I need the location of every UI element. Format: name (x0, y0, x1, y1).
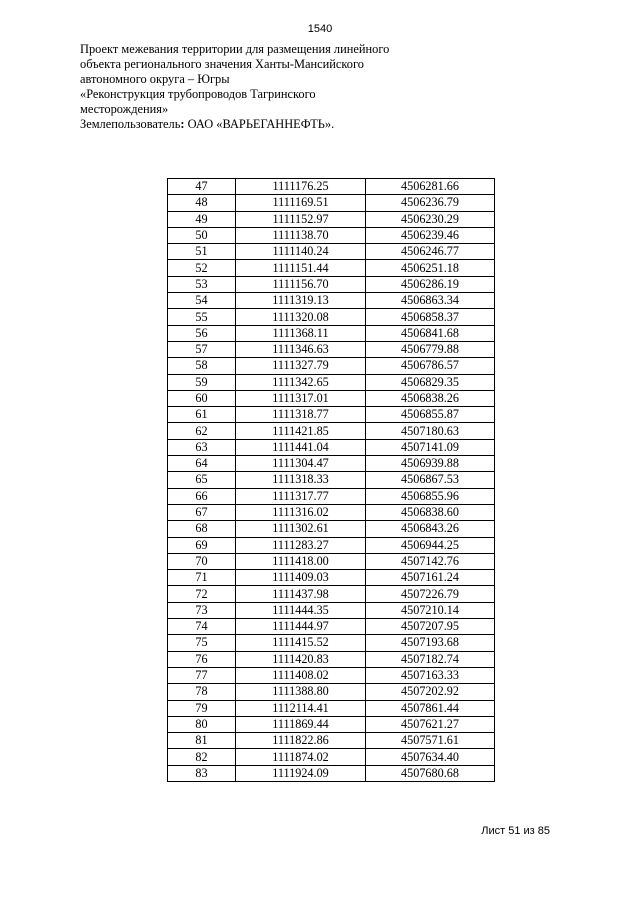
point-number-cell: 67 (168, 504, 236, 520)
point-number-cell: 83 (168, 765, 236, 781)
x-coordinate-cell: 1111156.70 (236, 276, 366, 292)
x-coordinate-cell: 1111437.98 (236, 586, 366, 602)
point-number-cell: 50 (168, 227, 236, 243)
table-row (168, 456, 495, 472)
point-number-cell: 79 (168, 700, 236, 716)
x-coordinate-cell: 1111822.86 (236, 733, 366, 749)
table-row (168, 439, 495, 455)
y-coordinate-cell: 4507163.33 (366, 667, 495, 683)
point-number-cell: 58 (168, 358, 236, 374)
x-coordinate-cell: 1111302.61 (236, 521, 366, 537)
table-row (168, 733, 495, 749)
point-number-cell: 54 (168, 293, 236, 309)
x-coordinate-cell: 1111415.52 (236, 635, 366, 651)
point-number-cell: 59 (168, 374, 236, 390)
point-number-cell: 80 (168, 716, 236, 732)
point-number-cell: 53 (168, 276, 236, 292)
y-coordinate-cell: 4507193.68 (366, 635, 495, 651)
table-row (168, 602, 495, 618)
page-number: 1540 (307, 23, 333, 35)
table-row (168, 244, 495, 260)
table-row (168, 684, 495, 700)
table-row (168, 260, 495, 276)
y-coordinate-cell: 4506855.96 (366, 488, 495, 504)
point-number-cell: 71 (168, 570, 236, 586)
point-number-cell: 74 (168, 619, 236, 635)
point-number-cell: 65 (168, 472, 236, 488)
y-coordinate-cell: 4507207.95 (366, 619, 495, 635)
point-number-cell: 69 (168, 537, 236, 553)
y-coordinate-cell: 4506236.79 (366, 195, 495, 211)
y-coordinate-cell: 4507634.40 (366, 749, 495, 765)
y-coordinate-cell: 4506786.57 (366, 358, 495, 374)
table-row (168, 521, 495, 537)
table-row (168, 195, 495, 211)
y-coordinate-cell: 4506944.25 (366, 537, 495, 553)
table-row (168, 635, 495, 651)
x-coordinate-cell: 1111138.70 (236, 227, 366, 243)
point-number-cell: 81 (168, 733, 236, 749)
y-coordinate-cell: 4506858.37 (366, 309, 495, 325)
y-coordinate-cell: 4507142.76 (366, 553, 495, 569)
y-coordinate-cell: 4507161.24 (366, 570, 495, 586)
table-row (168, 325, 495, 341)
x-coordinate-cell: 1111320.08 (236, 309, 366, 325)
table-row (168, 749, 495, 765)
y-coordinate-cell: 4506246.77 (366, 244, 495, 260)
point-number-cell: 75 (168, 635, 236, 651)
x-coordinate-cell: 1111368.11 (236, 325, 366, 341)
point-number-cell: 47 (168, 179, 236, 195)
point-number-cell: 78 (168, 684, 236, 700)
land-user-colon: : (180, 117, 185, 131)
y-coordinate-cell: 4506843.26 (366, 521, 495, 537)
table-row (168, 488, 495, 504)
y-coordinate-cell: 4507861.44 (366, 700, 495, 716)
table-row (168, 700, 495, 716)
header-line-2: объекта регионального значения Ханты-Мансийского (80, 57, 364, 71)
y-coordinate-cell: 4506939.88 (366, 456, 495, 472)
y-coordinate-cell: 4506251.18 (366, 260, 495, 276)
y-coordinate-cell: 4507210.14 (366, 602, 495, 618)
x-coordinate-cell: 1111418.00 (236, 553, 366, 569)
point-number-cell: 57 (168, 341, 236, 357)
header-line-1: Проект межевания территории для размещения линейного (80, 42, 390, 56)
table-row (168, 504, 495, 520)
point-number-cell: 49 (168, 211, 236, 227)
x-coordinate-cell: 1111319.13 (236, 293, 366, 309)
table-row (168, 570, 495, 586)
x-coordinate-cell: 1111420.83 (236, 651, 366, 667)
point-number-cell: 72 (168, 586, 236, 602)
point-number-cell: 55 (168, 309, 236, 325)
header-line-3: автономного округа – Югры (80, 72, 230, 86)
table-row (168, 390, 495, 406)
x-coordinate-cell: 1111409.03 (236, 570, 366, 586)
y-coordinate-cell: 4506281.66 (366, 179, 495, 195)
point-number-cell: 64 (168, 456, 236, 472)
table-row (168, 374, 495, 390)
table-row (168, 407, 495, 423)
table-row (168, 358, 495, 374)
document-header (80, 42, 410, 132)
table-row (168, 227, 495, 243)
y-coordinate-cell: 4507202.92 (366, 684, 495, 700)
x-coordinate-cell: 1111152.97 (236, 211, 366, 227)
table-row (168, 667, 495, 683)
point-number-cell: 51 (168, 244, 236, 260)
y-coordinate-cell: 4506855.87 (366, 407, 495, 423)
point-number-cell: 68 (168, 521, 236, 537)
table-row (168, 309, 495, 325)
table-row (168, 716, 495, 732)
x-coordinate-cell: 1111316.02 (236, 504, 366, 520)
x-coordinate-cell: 1111346.63 (236, 341, 366, 357)
point-number-cell: 60 (168, 390, 236, 406)
x-coordinate-cell: 1112114.41 (236, 700, 366, 716)
table-row (168, 276, 495, 292)
y-coordinate-cell: 4506286.19 (366, 276, 495, 292)
point-number-cell: 73 (168, 602, 236, 618)
x-coordinate-cell: 1111140.24 (236, 244, 366, 260)
table-row (168, 537, 495, 553)
table-row (168, 765, 495, 781)
y-coordinate-cell: 4506867.53 (366, 472, 495, 488)
y-coordinate-cell: 4506863.34 (366, 293, 495, 309)
point-number-cell: 66 (168, 488, 236, 504)
x-coordinate-cell: 1111388.80 (236, 684, 366, 700)
x-coordinate-cell: 1111327.79 (236, 358, 366, 374)
x-coordinate-cell: 1111869.44 (236, 716, 366, 732)
y-coordinate-cell: 4507571.61 (366, 733, 495, 749)
x-coordinate-cell: 1111441.04 (236, 439, 366, 455)
x-coordinate-cell: 1111169.51 (236, 195, 366, 211)
table-row (168, 211, 495, 227)
coordinates-table-body (168, 179, 495, 782)
x-coordinate-cell: 1111176.25 (236, 179, 366, 195)
x-coordinate-cell: 1111151.44 (236, 260, 366, 276)
table-row (168, 651, 495, 667)
header-line-4: «Реконструкция трубопроводов Тагринского (80, 87, 316, 101)
table-row (168, 553, 495, 569)
x-coordinate-cell: 1111318.33 (236, 472, 366, 488)
x-coordinate-cell: 1111924.09 (236, 765, 366, 781)
y-coordinate-cell: 4506239.46 (366, 227, 495, 243)
table-row (168, 619, 495, 635)
point-number-cell: 48 (168, 195, 236, 211)
y-coordinate-cell: 4506838.60 (366, 504, 495, 520)
x-coordinate-cell: 1111318.77 (236, 407, 366, 423)
table-row (168, 293, 495, 309)
y-coordinate-cell: 4507621.27 (366, 716, 495, 732)
table-row (168, 423, 495, 439)
point-number-cell: 82 (168, 749, 236, 765)
y-coordinate-cell: 4507141.09 (366, 439, 495, 455)
x-coordinate-cell: 1111342.65 (236, 374, 366, 390)
y-coordinate-cell: 4506779.88 (366, 341, 495, 357)
coordinates-table (167, 178, 495, 782)
land-user-label: Землепользователь (80, 117, 181, 131)
sheet-label: Лист 51 из 85 (481, 825, 550, 837)
x-coordinate-cell: 1111317.01 (236, 390, 366, 406)
point-number-cell: 56 (168, 325, 236, 341)
point-number-cell: 77 (168, 667, 236, 683)
x-coordinate-cell: 1111283.27 (236, 537, 366, 553)
y-coordinate-cell: 4507180.63 (366, 423, 495, 439)
y-coordinate-cell: 4507226.79 (366, 586, 495, 602)
x-coordinate-cell: 1111444.97 (236, 619, 366, 635)
table-row (168, 586, 495, 602)
point-number-cell: 70 (168, 553, 236, 569)
y-coordinate-cell: 4506230.29 (366, 211, 495, 227)
x-coordinate-cell: 1111421.85 (236, 423, 366, 439)
point-number-cell: 63 (168, 439, 236, 455)
y-coordinate-cell: 4506838.26 (366, 390, 495, 406)
y-coordinate-cell: 4506841.68 (366, 325, 495, 341)
land-user-line (80, 117, 410, 132)
table-row (168, 179, 495, 195)
table-row (168, 472, 495, 488)
header-line-5: месторождения» (80, 102, 169, 116)
land-user-value: ОАО «ВАРЬЕГАННЕФТЬ». (184, 117, 335, 131)
point-number-cell: 76 (168, 651, 236, 667)
y-coordinate-cell: 4507680.68 (366, 765, 495, 781)
point-number-cell: 52 (168, 260, 236, 276)
x-coordinate-cell: 1111317.77 (236, 488, 366, 504)
x-coordinate-cell: 1111874.02 (236, 749, 366, 765)
y-coordinate-cell: 4506829.35 (366, 374, 495, 390)
point-number-cell: 61 (168, 407, 236, 423)
table-row (168, 341, 495, 357)
x-coordinate-cell: 1111444.35 (236, 602, 366, 618)
y-coordinate-cell: 4507182.74 (366, 651, 495, 667)
point-number-cell: 62 (168, 423, 236, 439)
x-coordinate-cell: 1111304.47 (236, 456, 366, 472)
x-coordinate-cell: 1111408.02 (236, 667, 366, 683)
